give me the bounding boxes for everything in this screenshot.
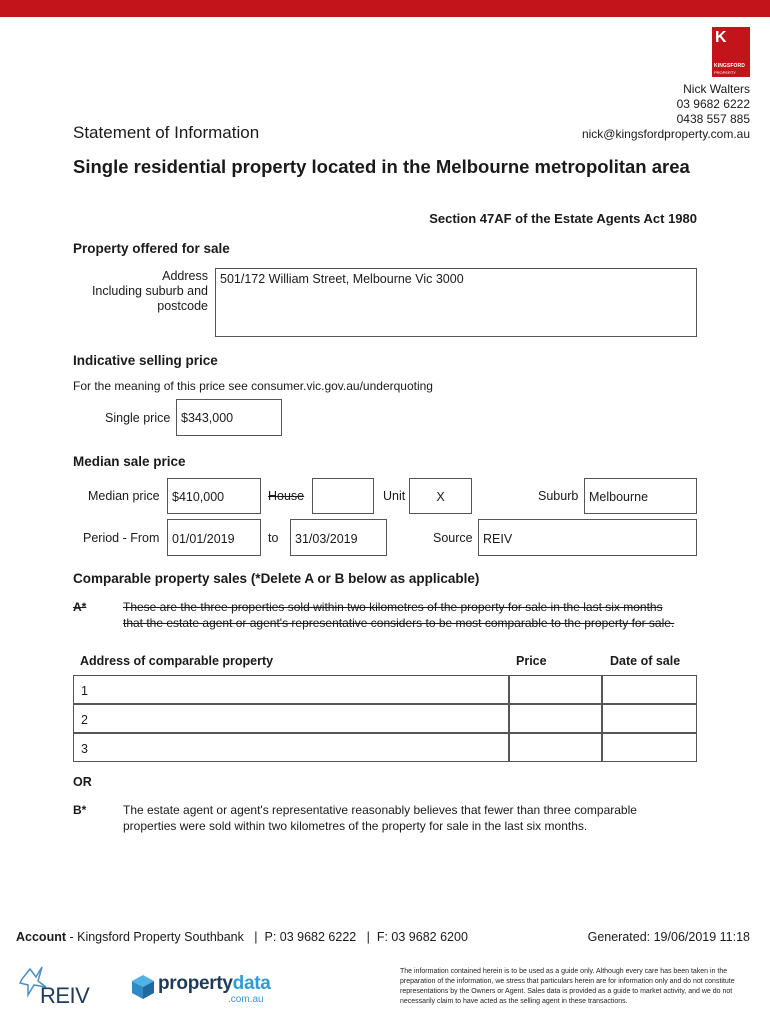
logo-letter: K — [715, 29, 727, 46]
address-label — [92, 269, 208, 314]
table-row — [73, 733, 697, 762]
row-number: 1 — [81, 684, 88, 698]
median-price-label: Median price — [88, 489, 160, 503]
disclaimer-text: The information contained herein is to be used as a guide only. Although every care has been taken in the preparation of the information, we stress that particulars herein are for information only and do not constitute representations by the Owners or Agent. Sales data is provided as a guide to market activity, and we do not necessarily claim to have acted as the selling agent in these transactions. — [400, 968, 735, 1005]
pd-word-b: data — [232, 973, 271, 994]
option-a-label: A* — [73, 600, 87, 614]
period-from-label: Period - From — [83, 531, 160, 545]
pd-domain: .com.au — [228, 994, 264, 1005]
agent-phone2: 0438 557 885 — [676, 112, 750, 126]
median-price-field[interactable]: $410,000 — [167, 478, 261, 514]
row1-price-cell[interactable] — [509, 675, 602, 704]
account-label: Account — [16, 930, 66, 944]
row-number: 2 — [81, 713, 88, 727]
unit-label: Unit — [383, 489, 406, 503]
row3-address-cell[interactable] — [73, 733, 509, 762]
row2-price-cell[interactable] — [509, 704, 602, 733]
comparable-heading: Comparable property sales (*Delete A or B below as applicable) — [73, 571, 480, 586]
indicative-heading: Indicative selling price — [73, 353, 218, 368]
comparable-table — [73, 675, 697, 762]
logo-line1: KINGSFORD — [714, 63, 745, 69]
row2-date-cell[interactable] — [602, 704, 697, 733]
col-address-header: Address of comparable property — [80, 654, 274, 668]
period-to-label: to — [268, 531, 279, 545]
kingsford-logo — [712, 27, 750, 77]
reiv-wordmark: REIV — [40, 983, 90, 1008]
house-field[interactable] — [312, 478, 374, 514]
suburb-label: Suburb — [538, 489, 579, 503]
row-number: 3 — [81, 742, 88, 756]
agent-email[interactable]: nick@kingsfordproperty.com.au — [581, 127, 750, 141]
suburb-field[interactable]: Melbourne — [584, 478, 697, 514]
row1-date-cell[interactable] — [602, 675, 697, 704]
account-details: - Kingsford Property Southbank | P: 03 9682 6222 | F: 03 9682 6200 — [66, 930, 468, 944]
page-title: Single residential property located in the Melbourne metropolitan area — [73, 156, 690, 177]
reiv-logo — [16, 965, 96, 1009]
row2-address-cell[interactable] — [73, 704, 509, 733]
row1-address-cell[interactable] — [73, 675, 509, 704]
single-price-label: Single price — [105, 411, 171, 425]
option-b-label: B* — [73, 803, 87, 817]
source-field[interactable]: REIV — [478, 519, 697, 556]
underquoting-note: For the meaning of this price see consumer.vic.gov.au/underquoting — [73, 379, 433, 393]
period-from-field[interactable]: 01/01/2019 — [167, 519, 261, 556]
property-heading: Property offered for sale — [73, 241, 230, 256]
agent-name: Nick Walters — [683, 82, 750, 96]
col-price-header: Price — [516, 654, 547, 668]
address-label-line2: Including suburb and — [91, 284, 208, 298]
top-brand-bar — [0, 0, 770, 17]
option-a-text: These are the three properties sold within two kilometres of the property for sale in the last six months that the estate agent or agent's representative considers to be most comparable to the property for sale. — [123, 600, 675, 630]
generated-timestamp: Generated: 19/06/2019 11:18 — [587, 930, 750, 944]
pd-word-a: property — [158, 973, 233, 994]
agent-phone1: 03 9682 6222 — [676, 97, 750, 111]
propertydata-wordmark — [158, 973, 271, 995]
propertydata-logo — [130, 972, 270, 1006]
address-label-line1: Address — [162, 269, 208, 283]
address-label-line3: postcode — [157, 299, 208, 313]
table-row — [73, 704, 697, 733]
col-date-header: Date of sale — [610, 654, 681, 668]
house-label: House — [268, 489, 305, 503]
propertydata-cube-icon — [130, 974, 156, 1000]
period-to-field[interactable]: 31/03/2019 — [290, 519, 387, 556]
statement-heading: Statement of Information — [73, 123, 260, 142]
act-section: Section 47AF of the Estate Agents Act 1980 — [429, 211, 697, 226]
table-row — [73, 675, 697, 704]
or-label: OR — [73, 775, 92, 789]
footer-account — [16, 930, 468, 944]
source-label: Source — [433, 531, 473, 545]
unit-field[interactable]: X — [409, 478, 472, 514]
address-field[interactable]: 501/172 William Street, Melbourne Vic 3000 — [215, 268, 697, 337]
option-b-text: The estate agent or agent's representative reasonably believes that fewer than three comparable properties were sold within two kilometres of the property for sale in the last six months. — [123, 803, 637, 833]
median-heading: Median sale price — [73, 454, 186, 469]
agent-contact — [582, 82, 750, 142]
logo-line2: PROPERTY — [714, 70, 736, 75]
single-price-field[interactable]: $343,000 — [176, 399, 282, 436]
row3-date-cell[interactable] — [602, 733, 697, 762]
row3-price-cell[interactable] — [509, 733, 602, 762]
